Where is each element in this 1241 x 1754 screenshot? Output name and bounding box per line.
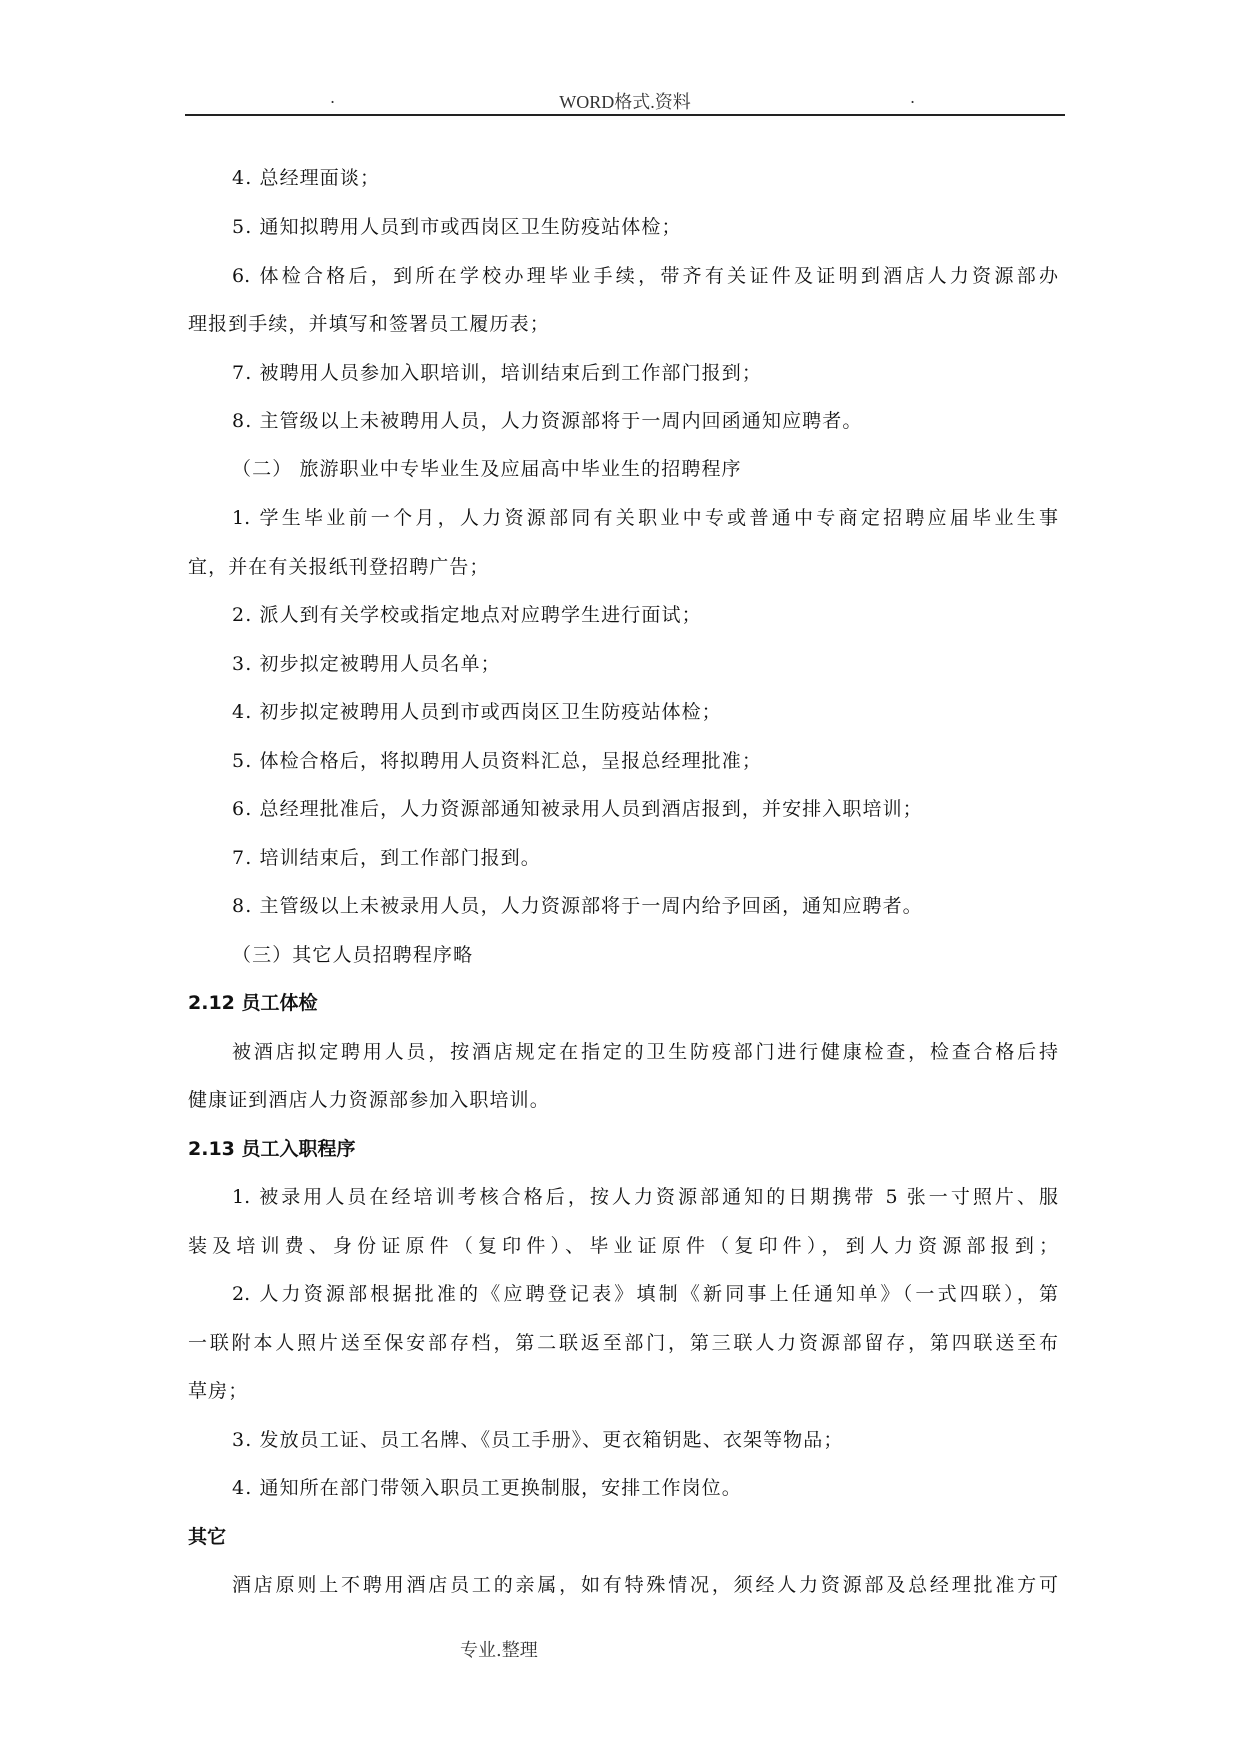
paragraph-line: 8. 主管级以上未被聘用人员，人力资源部将于一周内回函通知应聘者。 [232,410,863,432]
paragraph-line: 5. 体检合格后，将拟聘用人员资料汇总，呈报总经理批准； [232,750,762,772]
paragraph-line: 4. 初步拟定被聘用人员到市或西岗区卫生防疫站体检； [232,701,722,723]
section-subheading: （三）其它人员招聘程序略 [232,944,474,966]
paragraph-line: 酒店原则上不聘用酒店员工的亲属，如有特殊情况，须经人力资源部及总经理批准方可 [232,1574,1058,1596]
header-right-dot: . [910,88,916,107]
paragraph-line: 1. 学生毕业前一个月，人力资源部同有关职业中专或普通中专商定招聘应届毕业生事 [232,507,1058,529]
paragraph-line: 6. 总经理批准后，人力资源部通知被录用人员到酒店报到，并安排入职培训； [232,798,923,820]
paragraph-line: 宜，并在有关报纸刊登招聘广告； [188,556,490,578]
paragraph-line: 1. 被录用人员在经培训考核合格后，按人力资源部通知的日期携带 5 张一寸照片、服 [232,1186,1058,1208]
header-title: WORD格式.资料 [559,92,691,112]
paragraph-line: 4. 通知所在部门带领入职员工更换制服，安排工作岗位。 [232,1477,742,1499]
section-heading: 2.13 员工入职程序 [188,1138,356,1160]
paragraph-line: 8. 主管级以上未被录用人员，人力资源部将于一周内给予回函，通知应聘者。 [232,895,923,917]
paragraph-line: 2. 派人到有关学校或指定地点对应聘学生进行面试； [232,604,702,626]
paragraph-line: 理报到手续，并填写和签署员工履历表； [188,313,550,335]
paragraph-line: 7. 培训结束后，到工作部门报到。 [232,847,541,869]
section-heading: 其它 [188,1526,227,1548]
page-header [185,88,1065,116]
paragraph-line: 装及培训费、身份证原件（复印件）、毕业证原件（复印件），到人力资源部报到； [188,1235,1058,1257]
section-subheading: （二） 旅游职业中专毕业生及应届高中毕业生的招聘程序 [232,458,742,480]
paragraph-line: 2. 人力资源部根据批准的《应聘登记表》填制《新同事上任通知单》（一式四联），第 [232,1283,1058,1305]
paragraph-line: 7. 被聘用人员参加入职培训，培训结束后到工作部门报到； [232,362,762,384]
paragraph-line: 6. 体检合格后，到所在学校办理毕业手续，带齐有关证件及证明到酒店人力资源部办 [232,265,1058,287]
paragraph-line: 5. 通知拟聘用人员到市或西岗区卫生防疫站体检； [232,216,682,238]
paragraph-line: 草房； [188,1380,249,1402]
paragraph-line: 健康证到酒店人力资源部参加入职培训。 [188,1089,550,1111]
header-left-dot: . [330,88,336,107]
paragraph-line: 3. 初步拟定被聘用人员名单； [232,653,501,675]
section-heading: 2.12 员工体检 [188,992,318,1014]
paragraph-line: 3. 发放员工证、员工名牌、《员工手册》、更衣箱钥匙、衣架等物品； [232,1429,844,1451]
paragraph-line: 一联附本人照片送至保安部存档，第二联返至部门，第三联人力资源部留存，第四联送至布 [188,1332,1058,1354]
paragraph-line: 4. 总经理面谈； [232,167,381,189]
paragraph-line: 被酒店拟定聘用人员，按酒店规定在指定的卫生防疫部门进行健康检查，检查合格后持 [232,1041,1058,1063]
page-footer: 专业.整理 [460,1640,538,1661]
